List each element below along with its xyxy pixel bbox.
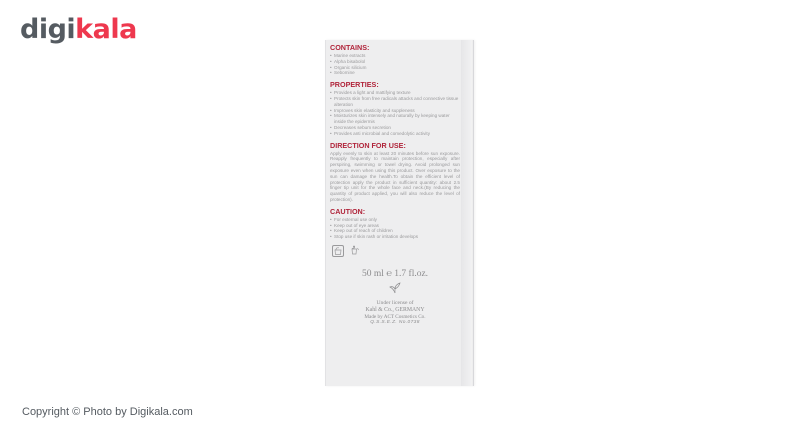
caution-list: [330, 217, 460, 240]
caution-heading: CAUTION:: [330, 206, 366, 216]
list-item: • Improves skin elasticity and suppleness: [330, 108, 460, 114]
recycle-bin-icon: [350, 245, 360, 255]
product-label: [330, 44, 460, 327]
contains-heading: CONTAINS:: [330, 43, 370, 52]
contains-list: [330, 53, 460, 76]
product-box: [325, 40, 474, 386]
list-item: • Moisturizes skin intensely and naturally by keeping water inside the epidermis: [330, 113, 460, 125]
list-item: • Provides a light and mattifying texture: [330, 90, 460, 96]
list-item: • Sebomine: [330, 70, 460, 76]
logo-accent-text: kala: [75, 14, 137, 45]
license-block: [330, 300, 460, 327]
list-item: • For external use only: [330, 217, 460, 223]
list-item: • Decreases sebum secretion: [330, 125, 460, 131]
properties-list: [330, 90, 460, 136]
logo-main-text: digi: [20, 14, 76, 45]
list-item: • Alpha bisabolol: [330, 59, 460, 65]
license-line: Made by ACT Cosmetics Co.: [364, 313, 426, 320]
directions-text: Apply evenly to skin at least 20 minutes before sun exposure. Reapply frequently to maintain protection, especially after perspiring, swimming or towel drying. Avoid prolonged sun exposure even when using this product. Over exposure to the sun can damage the health.To obtain the efficient level of protection apply the product in sufficient quantity: about 2.5 finger tip unit for the whole face and neck.(By reducing the quantity of product applied, you will also reduce the level of protection).: [330, 150, 460, 202]
license-line: Under license of: [376, 299, 414, 306]
list-item: • Keep out of reach of children: [330, 228, 460, 234]
license-line: Q.S.S.E.Z. No.0738: [370, 320, 420, 326]
copyright-text: Copyright © Photo by Digikala.com: [22, 406, 193, 418]
digikala-logo[interactable]: [20, 14, 137, 45]
list-item: • Keep out of eye areas: [330, 223, 460, 229]
list-item: • Provides anti microbial and comedolytic activity: [330, 131, 460, 137]
license-line: Kahl & Co., GERMANY: [365, 306, 425, 313]
box-side-edge: [461, 40, 472, 386]
list-item: • Protects skin from free radicals attacks and connective tissue alteration: [330, 96, 460, 108]
open-jar-icon: [332, 245, 344, 257]
volume-text: 50 ml ℮ 1.7 fl.oz.: [361, 268, 429, 279]
symbol-icons: [332, 245, 460, 257]
leaf-logo-icon: [389, 282, 401, 294]
directions-heading: DIRECTION FOR USE:: [330, 140, 406, 150]
list-item: • Organic silicium: [330, 65, 460, 71]
properties-heading: PROPERTIES:: [330, 80, 379, 90]
list-item: • Stop use if skin rash or irritation develops: [330, 234, 460, 240]
list-item: • Marine extracts: [330, 53, 460, 59]
